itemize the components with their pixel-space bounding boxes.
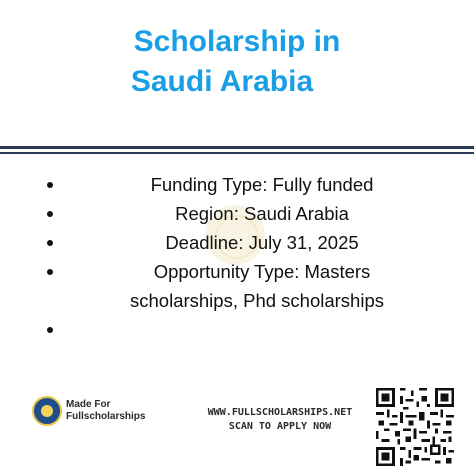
footer-text bbox=[200, 406, 360, 434]
made-for-label bbox=[66, 399, 145, 423]
title-line-1: Scholarship in bbox=[133, 25, 341, 58]
bullet-icon bbox=[47, 327, 53, 333]
fullscholarships-logo-icon bbox=[32, 396, 62, 426]
list-item bbox=[0, 228, 474, 257]
details-list bbox=[0, 170, 474, 344]
website-link[interactable]: WWW.FULLSCHOLARSHIPS.NET bbox=[207, 407, 353, 418]
list-item-continuation bbox=[0, 286, 474, 315]
bullet-icon bbox=[47, 240, 53, 246]
scan-cta: SCAN TO APPLY NOW bbox=[228, 421, 332, 432]
opportunity-type: Opportunity Type: Masters bbox=[153, 261, 371, 282]
list-item bbox=[0, 199, 474, 228]
list-item-empty bbox=[0, 315, 474, 344]
page-title bbox=[0, 22, 474, 102]
list-item bbox=[0, 170, 474, 199]
divider-bottom bbox=[0, 152, 474, 154]
qr-code-icon[interactable] bbox=[376, 388, 454, 466]
deadline: Deadline: July 31, 2025 bbox=[165, 232, 359, 253]
region: Region: Saudi Arabia bbox=[175, 203, 349, 224]
bullet-icon bbox=[47, 182, 53, 188]
bullet-icon bbox=[47, 211, 53, 217]
divider-top bbox=[0, 146, 474, 149]
bullet-icon bbox=[47, 269, 53, 275]
title-line-2: Saudi Arabia bbox=[130, 65, 314, 98]
opportunity-type-continued: scholarships, Phd scholarships bbox=[130, 290, 384, 311]
made-for-line-1: Made For bbox=[66, 399, 111, 410]
list-item bbox=[0, 257, 474, 286]
funding-type: Funding Type: Fully funded bbox=[150, 174, 374, 195]
made-for-line-2: Fullscholarships bbox=[66, 411, 146, 422]
